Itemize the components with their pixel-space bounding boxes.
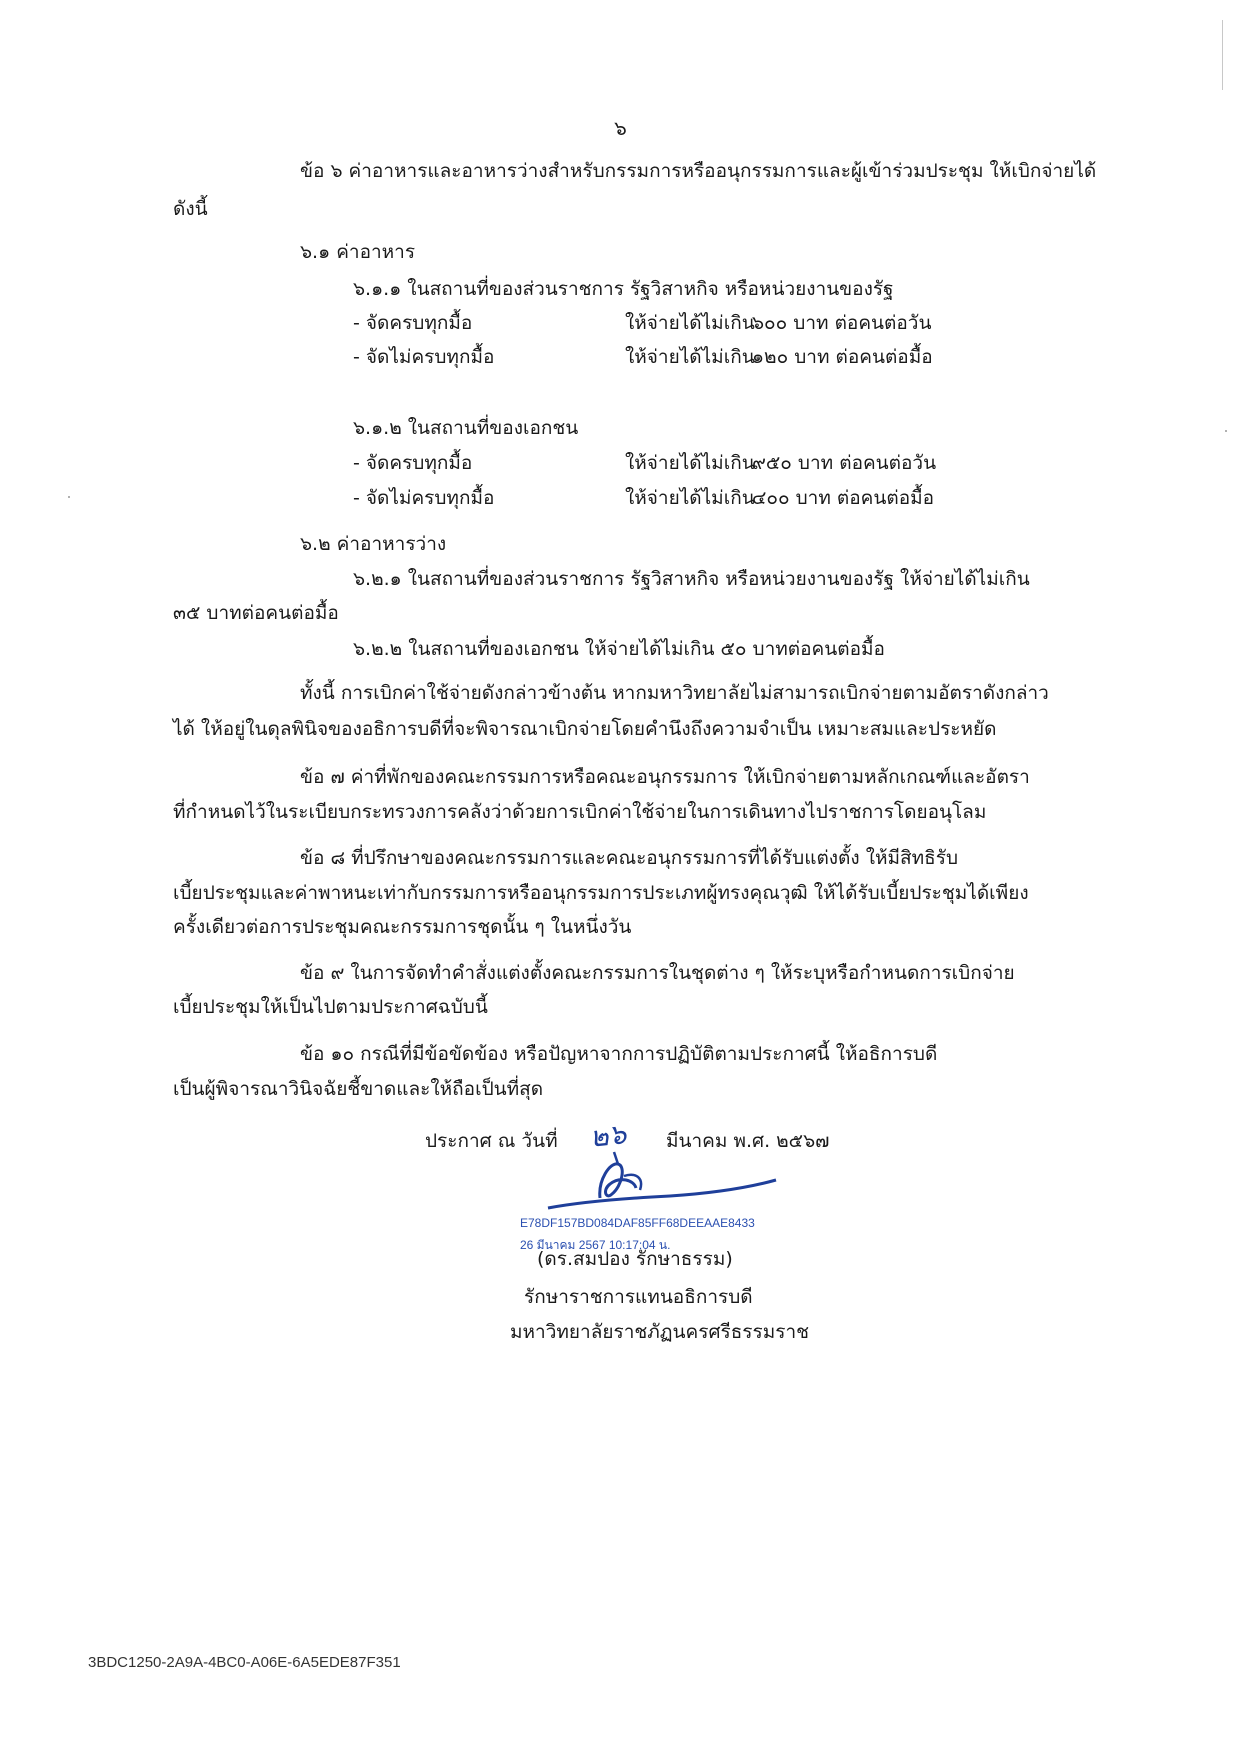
page-number: ๖ [614,116,627,140]
document-id: 3BDC1250-2A9A-4BC0-A06E-6A5EDE87F351 [88,1654,401,1671]
scan-speck [68,496,70,498]
clause7-line2: ที่กำหนดไว้ในระเบียบกระทรวงการคลังว่าด้วยการเบิกค่าใช้จ่ายในการเดินทางไปราชการโดยอนุโลม [173,801,987,823]
signature-scribble-icon [540,1150,780,1220]
clause9-line2: เบี้ยประชุมให้เป็นไปตามประกาศฉบับนี้ [173,996,488,1018]
private-row-full-limit: ให้จ่ายได้ไม่เกิน [625,452,755,474]
private-row-partial-amount: ๔๐๐ บาท ต่อคนต่อมื้อ [752,487,935,509]
gov-row-partial-limit: ให้จ่ายได้ไม่เกิน [625,346,755,368]
gov-row-partial-label: - จัดไม่ครบทุกมื้อ [353,346,495,368]
scan-speck [1225,430,1227,432]
private-row-partial-label: - จัดไม่ครบทุกมื้อ [353,487,495,509]
announce-day-handwritten: ๒๖ [588,1117,628,1154]
note-line1: ทั้งนี้ การเบิกค่าใช้จ่ายดังกล่าวข้างต้น หากมหาวิทยาลัยไม่สามารถเบิกจ่ายตามอัตราดังกล่าว [300,682,1049,704]
note-line2: ได้ ให้อยู่ในดุลพินิจของอธิการบดีที่จะพิจารณาเบิกจ่ายโดยคำนึงถึงความจำเป็น เหมาะสมและประหยัด [173,718,997,740]
clause10-line1: ข้อ ๑๐ กรณีที่มีข้อขัดข้อง หรือปัญหาจากการปฏิบัติตามประกาศนี้ ให้อธิการบดี [300,1043,938,1065]
snack-private: ๖.๒.๒ ในสถานที่ของเอกชน ให้จ่ายได้ไม่เกิน ๕๐ บาทต่อคนต่อมื้อ [353,638,885,660]
gov-heading: ๖.๑.๑ ในสถานที่ของส่วนราชการ รัฐวิสาหกิจ หรือหน่วยงานของรัฐ [353,278,894,300]
private-row-full-amount: ๙๕๐ บาท ต่อคนต่อวัน [752,452,937,474]
clause9-line1: ข้อ ๙ ในการจัดทำคำสั่งแต่งตั้งคณะกรรมการในชุดต่าง ๆ ให้ระบุหรือกำหนดการเบิกจ่าย [300,962,1015,984]
snack-gov-line1: ๖.๒.๑ ในสถานที่ของส่วนราชการ รัฐวิสาหกิจ หรือหน่วยงานของรัฐ ให้จ่ายได้ไม่เกิน [353,568,1030,590]
signer-name: (ดร.สมปอง รักษาธรรม) [537,1248,733,1270]
clause7-line1: ข้อ ๗ ค่าที่พักของคณะกรรมการหรือคณะอนุกรรมการ ให้เบิกจ่ายตามหลักเกณฑ์และอัตรา [300,766,1030,788]
signer-organization: มหาวิทยาลัยราชภัฏนครศรีธรรมราช [510,1321,810,1343]
announce-suffix: มีนาคม พ.ศ. ๒๕๖๗ [666,1130,830,1152]
clause8-line3: ครั้งเดียวต่อการประชุมคณะกรรมการชุดนั้น ๆ ในหนึ่งวัน [173,916,632,938]
snack-gov-line2: ๓๕ บาทต่อคนต่อมื้อ [173,602,339,624]
signer-position: รักษาราชการแทนอธิการบดี [524,1286,753,1308]
gov-row-partial-amount: ๑๒๐ บาท ต่อคนต่อมื้อ [752,346,933,368]
private-row-partial-limit: ให้จ่ายได้ไม่เกิน [625,487,755,509]
clause8-line1: ข้อ ๘ ที่ปรึกษาของคณะกรรมการและคณะอนุกรรมการที่ได้รับแต่งตั้ง ให้มีสิทธิรับ [300,847,959,869]
gov-row-full-amount: ๖๐๐ บาท ต่อคนต่อวัน [752,312,932,334]
announce-prefix: ประกาศ ณ วันที่ [425,1130,558,1152]
signature-code: E78DF157BD084DAF85FF68DEEAAE8433 [520,1216,755,1230]
signature-timestamp: 26 มีนาคม 2567 10:17:04 น. [520,1238,671,1252]
clause8-line2: เบี้ยประชุมและค่าพาหนะเท่ากับกรรมการหรืออนุกรรมการประเภทผู้ทรงคุณวุฒิ ให้ได้รับเบี้ยประชุมได้เพียง [173,882,1029,904]
food-heading: ๖.๑ ค่าอาหาร [300,241,416,263]
clause10-line2: เป็นผู้พิจารณาวินิจฉัยชี้ขาดและให้ถือเป็นที่สุด [173,1078,544,1100]
clause6-intro-line1: ข้อ ๖ ค่าอาหารและอาหารว่างสำหรับกรรมการหรืออนุกรรมการและผู้เข้าร่วมประชุม ให้เบิกจ่ายได้ [300,160,1097,182]
gov-row-full-label: - จัดครบทุกมื้อ [353,312,473,334]
snack-heading: ๖.๒ ค่าอาหารว่าง [300,533,447,555]
private-heading: ๖.๑.๒ ในสถานที่ของเอกชน [353,417,579,439]
scan-edge-mark [1222,20,1223,90]
private-row-full-label: - จัดครบทุกมื้อ [353,452,473,474]
clause6-intro-line2: ดังนี้ [173,198,208,220]
gov-row-full-limit: ให้จ่ายได้ไม่เกิน [625,312,755,334]
